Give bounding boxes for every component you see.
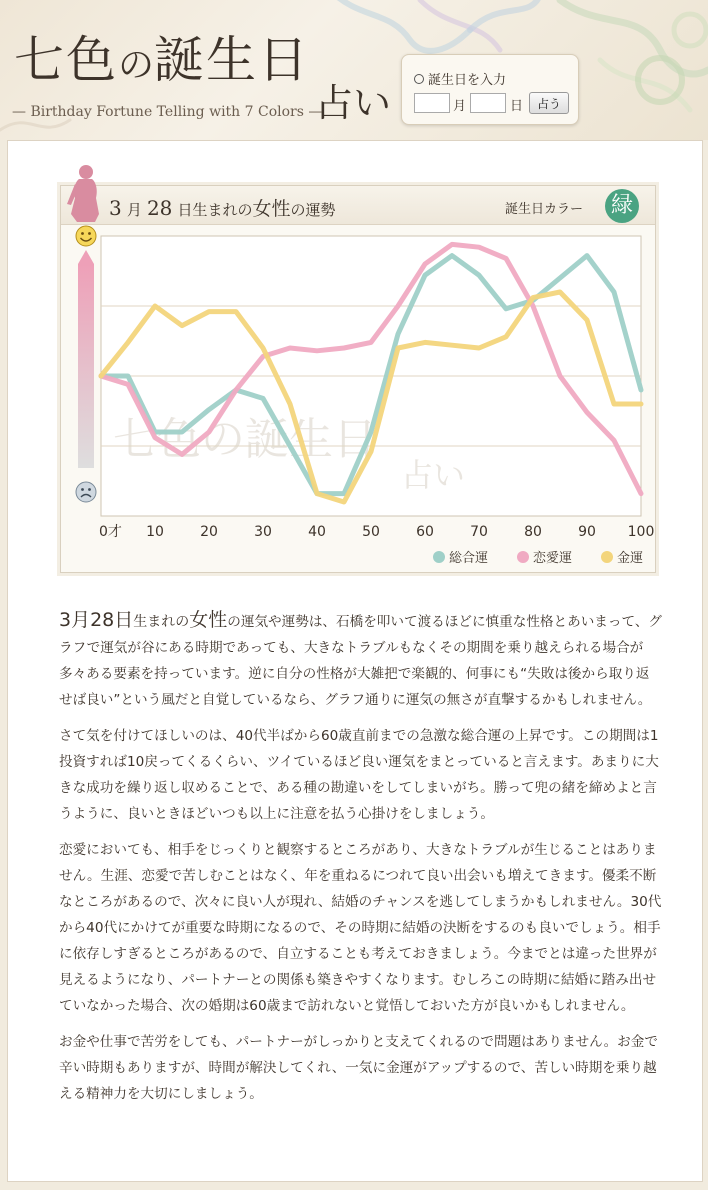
watermark-logo: 七色の誕生日 [113,414,377,465]
x-tick-label-5: 40 [308,524,326,540]
lead-date: 3月28日 [59,609,134,631]
submit-button[interactable]: 占う [529,92,569,114]
birthday-color-label: 誕生日カラー [505,202,584,217]
chart-day-unit: 日生まれの [177,201,253,219]
legend-swatch-1 [433,551,445,563]
chart-day: 28 [146,196,173,220]
lead-mid: 生まれの [133,614,190,630]
site-header [0,0,708,140]
article-paragraph-1 [59,607,662,713]
chart-suffix: の運勢 [290,201,336,219]
birthday-form [401,54,579,125]
sad-eye-left [81,488,84,491]
day-unit: 日 [510,99,524,114]
article-paragraph-2: さて気を付けてほしいのは、40代半ばから60歳直前までの急激な総合運の上昇です。この期間は1投資すれば10戻ってくるくらい、ツイているほど良い運気をまとっていると言えます。あまりに大きな成功を繰り返し収めることで、ある種の勘違いをしてしまいがち。勝って兜の緒を締めよと言うように、良いときほどいつも以上に注意を払う心掛けをしましょう。 [59,728,659,822]
chart-header [61,186,655,225]
sad-eye-right [88,488,91,491]
x-tick-label-10: 90 [578,524,596,540]
legend-label-1: 総合運 [449,551,489,566]
article-paragraph-3: 恋愛においても、相手をじっくりと観察するところがあり、大きなトラブルが生じることはありません。生涯、恋愛で苦しむことはなく、年を重ねるにつれて良い出会いも増えてきます。優柔不断なところがあるので、次々に良い人が現れ、結婚のチャンスを逃してしまうかもしれません。30代から40代にかけてが重要な時期になるので、その時期に結婚の決断をするのも良いでしょう。相手に依存しすぎるところがあるので、自立することも考えておきましょう。今までとは違った世界が見えるようになり、パートナーとの関係も築きやすくなります。むしろこの時期に結婚に踏み出せていなかった場合、次の婚期は60歳まで訪れないと覚悟しておいた方が良いかもしれません。 [59,842,662,1014]
search-icon [414,74,424,84]
x-tick-label-8: 70 [470,524,488,540]
watermark-logo-2: 占い [401,456,466,494]
x-tick-label-7: 60 [416,524,434,540]
legend-label-3: 金運 [617,551,644,566]
x-tick-label-9: 80 [524,524,542,540]
x-tick-label-11: 100 [627,524,655,540]
x-tick-label-1: 0才 [99,524,122,540]
site-subtitle: — Birthday Fortune Telling with 7 Colors — [12,104,323,120]
chart-title [109,194,336,221]
sad-face-icon [76,482,96,502]
chart-month-unit: 月 [126,201,142,219]
title-part1: 七色 [14,31,118,89]
x-tick-label-6: 50 [362,524,380,540]
site-title [14,20,310,92]
day-input[interactable] [470,93,506,113]
woman-silhouette-icon [65,164,105,222]
title-part2: の [118,45,155,86]
smile-face-icon [76,226,96,246]
legend-swatch-2 [517,551,529,563]
legend-label-2: 恋愛運 [533,551,573,566]
article-paragraph-4: お金や仕事で苦労をしても、パートナーがしっかりと支えてくれるので問題はありません。お金で辛い時期もありますが、時間が解決してくれ、一気に金運がアップするので、苦しい時期を乗り越える精神力を大切にしましょう。 [59,1034,658,1102]
month-unit: 月 [453,99,467,114]
month-input[interactable] [414,93,450,113]
x-tick-label-4: 30 [254,524,272,540]
x-tick-label-2: 10 [146,524,164,540]
fortune-line-chart [61,224,655,572]
title-part4: 占い [315,81,392,125]
smile-eye-right [88,232,91,235]
lead-gender: 女性 [189,609,228,631]
x-tick-label-3: 20 [200,524,218,540]
main-content [7,140,703,1182]
fortune-level-bar [78,264,94,468]
fortune-article [59,607,662,1117]
up-arrow-icon [78,250,94,264]
paragraph-1-text: の運気や運勢は、石橋を叩いて渡るほどに慎重な性格とあいまって、グラフで運気が谷にある時期であっても、大きなトラブルもなくその期間を乗り越えられる場合が多々ある要素を持っています。逆に自分の性格が大雑把で楽観的、何事にも“失敗は後から取り返せば良い”という風だと自覚しているなら、グラフ通りに運気の無さが直撃するかもしれません。 [59,614,663,708]
title-part3: 誕生日 [154,31,311,89]
smile-eye-left [81,232,84,235]
fortune-chart-panel [60,185,656,573]
legend-swatch-3 [601,551,613,563]
chart-gender: 女性 [252,198,291,220]
chart-month: 3 [109,196,122,220]
birthday-form-label: 誕生日を入力 [414,69,506,88]
birthday-color-badge: 緑 [605,189,639,223]
